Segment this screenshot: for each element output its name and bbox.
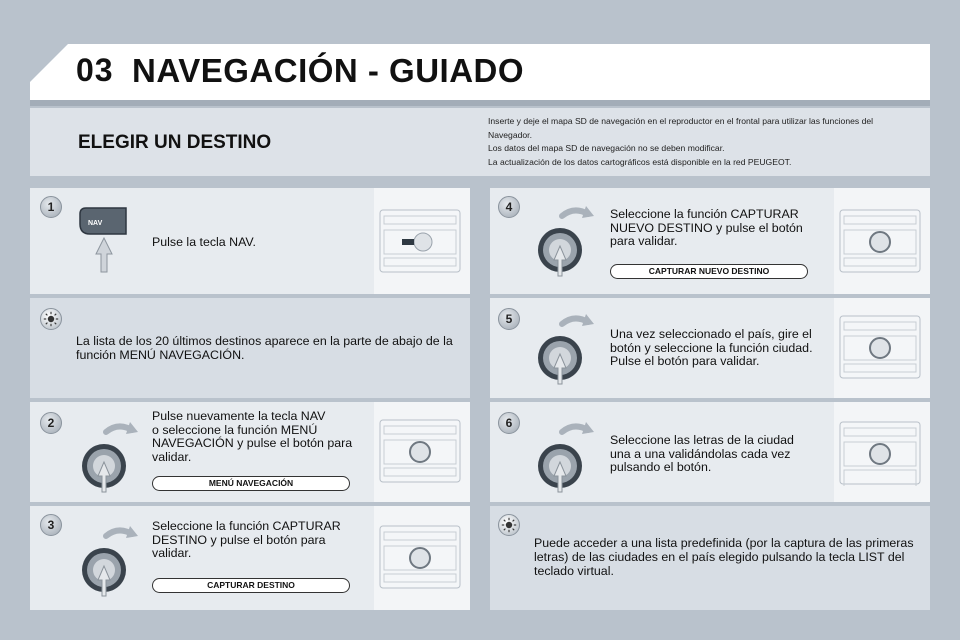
intro-band [30,108,930,176]
intro-line: Los datos del mapa SD de navegación no se deben modificar. [488,143,725,153]
tip-line: función MENÚ NAVEGACIÓN. [76,348,245,362]
rotary-knob-icon [534,310,610,386]
nav-key-label: NAV [88,220,103,227]
step-badge: 2 [40,412,62,434]
step-line: Pulse la tecla NAV. [152,235,256,249]
intro-line: Inserte y deje el mapa SD de navegación en el reproductor en el frontal para utilizar las funciones del [488,116,874,126]
rotary-knob-icon [78,522,154,598]
rotary-knob-icon [78,418,154,494]
step-badge: 3 [40,514,62,536]
page-title: NAVEGACIÓN - GUIADO [132,52,525,89]
tip-panel-2 [490,506,930,610]
step-line: NAVEGACIÓN y pulse el botón para [152,436,353,451]
intro-text [488,115,918,169]
rotary-knob-icon [534,202,610,278]
radio-unit-icon [838,420,922,486]
step-badge: 4 [498,196,520,218]
step-panel-4 [490,188,930,294]
step-badge: 5 [498,308,520,330]
intro-line: La actualización de los datos cartográficos está disponible en la red PEUGEOT. [488,156,792,167]
capturar-destino-button: CAPTURAR DESTINO [152,578,350,593]
intro-line: Navegador. [488,129,532,140]
radio-unit-icon [378,524,462,590]
step-line: Una vez seleccionado el país, gire el [610,327,812,341]
capturar-nuevo-destino-button: CAPTURAR NUEVO DESTINO [610,264,808,279]
radio-unit-icon [838,314,922,380]
step-badge: 6 [498,412,520,434]
step-panel-5 [490,298,930,398]
step-text [610,208,803,249]
radio-unit-icon [378,418,462,484]
step-text [152,410,352,464]
step-panel-2 [30,402,470,502]
step-line: o seleccione la función MENÚ [152,422,318,437]
tip-panel-1 [30,298,470,398]
step-badge: 1 [40,196,62,218]
step-line: DESTINO y pulse el botón para [152,532,326,547]
step-line: una a una validándolas cada vez [610,446,791,461]
step-text [152,236,256,250]
radio-unit-icon [838,208,922,274]
step-line: botón y seleccione la función ciudad. [610,340,813,355]
step-line: validar. [152,449,192,464]
step-line: Seleccione la función CAPTURAR [610,207,799,221]
header-underline [30,100,930,106]
tip-line: La lista de los 20 últimos destinos aparece en la parte de abajo de la [76,334,453,348]
step-line: Pulse el botón para validar. [610,354,760,369]
radio-unit-icon [378,208,462,274]
step-line: pulsando el botón. [610,460,712,475]
step-line: Seleccione las letras de la ciudad [610,433,794,447]
lightbulb-icon [40,308,62,330]
step-line: Seleccione la función CAPTURAR [152,519,341,533]
tip-text [76,334,453,362]
step-text [610,434,794,475]
section-subtitle: ELEGIR UN DESTINO [78,132,272,153]
menu-navegacion-button: MENÚ NAVEGACIÓN [152,476,350,491]
nav-key-icon [76,206,132,276]
step-panel-1 [30,188,470,294]
chapter-number: 03 [76,52,114,88]
step-line: Pulse nuevamente la tecla NAV [152,409,326,423]
step-line: NUEVO DESTINO y pulse el botón [610,220,803,235]
step-panel-6 [490,402,930,502]
tip-text [534,536,914,578]
step-line: validar. [152,546,192,561]
step-line: para validar. [610,234,678,249]
tip-line: teclado virtual. [534,564,614,578]
rotary-knob-icon [534,418,610,494]
step-panel-3 [30,506,470,610]
step-text [610,328,813,369]
step-text [152,520,341,561]
tip-line: Puede acceder a una lista predefinida (por la captura de las primeras [534,536,914,550]
tip-line: letras) de las ciudades en el país elegido pulsando la tecla LIST del [534,550,905,564]
lightbulb-icon [498,514,520,536]
